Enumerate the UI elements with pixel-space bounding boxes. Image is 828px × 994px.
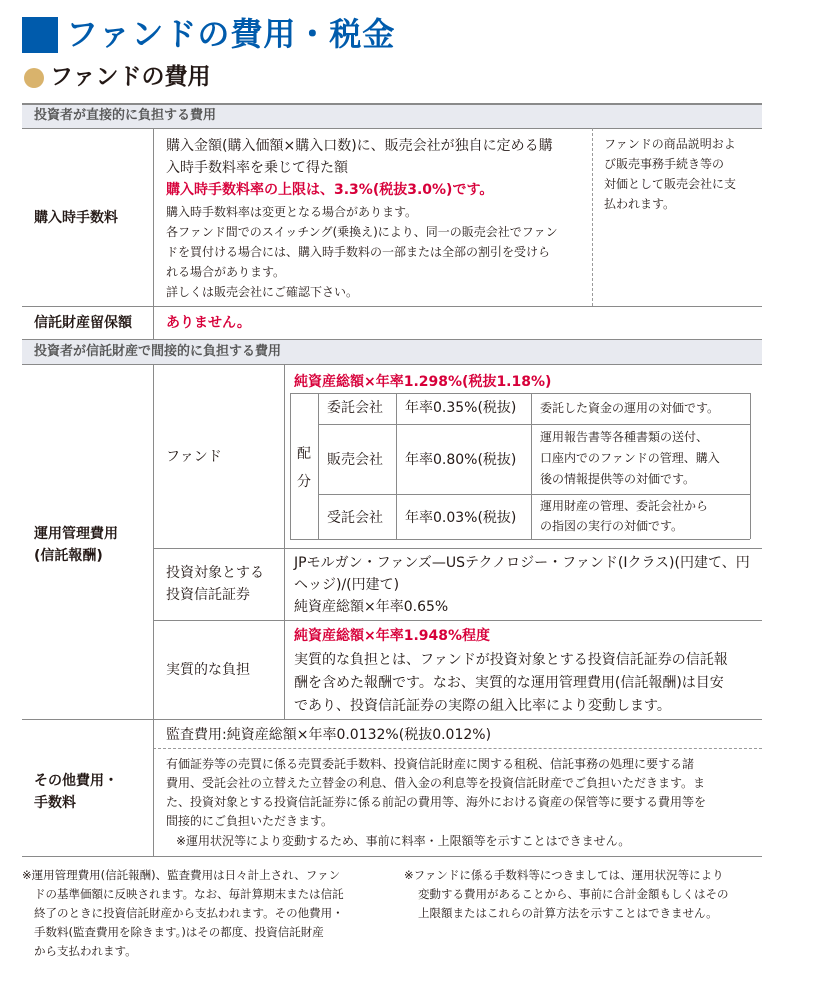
other-fees-text: 有価証券等の売買に係る売買委託手数料、投資信託財産に関する租税、信託事務の処理に要する諸 — [166, 757, 695, 771]
footnote-line: ※ファンドに係る手数料等につきましては、運用状況等により — [404, 868, 724, 882]
alloc-col — [396, 393, 397, 539]
alloc-desc-trustor: 委託した資金の運用の対価です。 — [540, 401, 720, 415]
other-fees-label-sub: 手数料 — [34, 795, 76, 811]
trust-reserve-value: ありません。 — [166, 315, 251, 331]
footnote-line: ドの基準価額に反映されます。なお、毎計算期末または信託 — [34, 887, 344, 901]
alloc-rule — [318, 424, 750, 425]
row-divider — [22, 306, 762, 307]
alloc-col — [290, 393, 291, 539]
footnote-line: 変動する費用があることから、事前に合計金額もしくはその — [418, 887, 729, 901]
row-divider — [22, 339, 762, 340]
alloc-rate-trustee: 年率0.03%(税抜) — [405, 510, 517, 526]
purchase-fee-text: 購入金額(購入価額×購入口数)に、販売会社が独自に定める購 — [166, 138, 553, 154]
page-title: ファンドの費用・税金 — [66, 15, 396, 53]
purchase-fee-note: れる場合があります。 — [166, 265, 286, 279]
target-fund-name: ヘッジ)/(円建て) — [294, 577, 400, 593]
alloc-col — [750, 393, 751, 539]
footnote-right — [404, 866, 729, 923]
alloc-col — [531, 393, 532, 539]
row-divider — [153, 620, 762, 621]
row-divider — [22, 364, 762, 365]
other-fees-text: 間接的にご負担いただきます。 — [166, 814, 334, 828]
purchase-fee-note: 各ファンド間でのスイッチング(乗換え)により、同一の販売会社でファン — [166, 225, 558, 239]
footnote-line: ※運用管理費用(信託報酬)、監査費用は日々計上され、ファン — [22, 868, 341, 882]
other-fees-text: た、投資対象とする投資信託証券に係る前記の費用等、海外における資産の保管等に要する費用等を — [166, 795, 707, 809]
effective-burden-text: であり、投資信託証券の実際の組入比率により変動します。 — [294, 698, 671, 714]
alloc-desc-trustee: の指図の実行の対価です。 — [540, 519, 684, 533]
dashed-divider — [153, 748, 762, 749]
fund-label: ファンド — [166, 449, 222, 465]
purchase-fee-side-note: ファンドの商品説明およ — [604, 137, 736, 151]
target-fund-name: JPモルガン・ファンズ—USテクノロジー・ファンド(Iクラス)(円建て、円 — [294, 555, 750, 571]
other-fees-label: その他費用・ — [34, 773, 118, 789]
trust-reserve-label: 信託財産留保額 — [34, 315, 132, 331]
alloc-rule — [290, 539, 750, 540]
audit-fee: 監査費用:純資産総額×年率0.0132%(税抜0.012%) — [166, 727, 492, 743]
purchase-fee-side-note: 対価として販売会社に支 — [604, 177, 737, 191]
alloc-rate-trustor: 年率0.35%(税抜) — [405, 400, 517, 416]
alloc-rule — [290, 393, 750, 394]
indirect-fee-header: 投資者が信託財産で間接的に負担する費用 — [34, 344, 282, 359]
alloc-desc-trustee: 運用財産の管理、委託会社から — [540, 499, 709, 513]
purchase-fee-text: 入時手数料率を乗じて得た額 — [166, 160, 348, 176]
row-divider — [22, 719, 762, 720]
target-fund-label-sub: 投資信託証券 — [166, 587, 250, 603]
purchase-fee-note: ドを買付ける場合には、購入時手数料の一部または全部の割引を受けら — [166, 245, 551, 259]
section-title: ファンドの費用 — [50, 64, 211, 90]
col-dashed-divider — [592, 128, 593, 306]
fund-total-rate: 純資産総額×年率1.298%(税抜1.18%) — [294, 374, 552, 390]
alloc-desc-distributor: 後の情報提供等の対価です。 — [540, 472, 696, 486]
other-fees-text: 費用、受託会社の立替えた立替金の利息、借入金の利息等を投資信託財産でご負担いただきます。ま — [166, 776, 706, 790]
col-divider — [153, 364, 154, 856]
purchase-fee-side-note: 払われます。 — [604, 197, 676, 211]
purchase-fee-side-note: び販売事務手続き等の — [604, 157, 725, 171]
fee-table — [22, 103, 762, 857]
purchase-fee-max-rate: 購入時手数料率の上限は、3.3%(税抜3.0%)です。 — [166, 182, 494, 198]
col-divider — [153, 128, 154, 306]
alloc-desc-distributor: 運用報告書等各種書類の送付、 — [540, 430, 709, 444]
mgmt-fee-label: 運用管理費用 — [34, 526, 118, 542]
alloc-rate-distributor: 年率0.80%(税抜) — [405, 452, 517, 468]
footnote-line: から支払われます。 — [34, 944, 137, 958]
other-fees-note: ※運用状況等により変動するため、事前に料率・上限額等を示すことはできません。 — [176, 834, 631, 848]
allocation-label: 分 — [297, 474, 311, 490]
purchase-fee-label: 購入時手数料 — [34, 210, 118, 226]
row-divider — [153, 548, 762, 549]
alloc-rule — [318, 494, 750, 495]
effective-burden-label: 実質的な負担 — [166, 662, 250, 678]
alloc-desc-distributor: 口座内でのファンドの管理、購入 — [540, 451, 720, 465]
effective-burden-rate: 純資産総額×年率1.948%程度 — [294, 628, 491, 644]
footnote-line: 上限額またはこれらの計算方法を示すことはできません。 — [418, 906, 718, 920]
table-top-rule — [22, 103, 762, 105]
effective-burden-text: 実質的な負担とは、ファンドが投資対象とする投資信託証券の信託報 — [294, 652, 728, 668]
mgmt-fee-label-sub: (信託報酬) — [34, 548, 103, 564]
table-bottom-rule — [22, 856, 762, 857]
target-fund-label: 投資対象とする — [166, 565, 264, 581]
alloc-name-trustee: 受託会社 — [327, 510, 383, 526]
purchase-fee-note: 詳しくは販売会社にご確認下さい。 — [166, 285, 359, 299]
effective-burden-text: 酬を含めた報酬です。なお、実質的な運用管理費用(信託報酬)は目安 — [294, 675, 724, 691]
title-square-marker — [22, 17, 58, 53]
col-divider — [284, 364, 285, 720]
purchase-fee-note: 購入時手数料率は変更となる場合があります。 — [166, 205, 418, 219]
allocation-label: 配 — [297, 446, 311, 462]
alloc-name-distributor: 販売会社 — [327, 452, 383, 468]
col-divider — [153, 306, 154, 339]
footnote-line: 手数料(監査費用を除きます。)はその都度、投資信託財産 — [34, 925, 324, 939]
direct-fee-header: 投資者が直接的に負担する費用 — [34, 108, 217, 123]
section-bullet-icon — [24, 68, 44, 88]
row-divider — [22, 128, 762, 129]
alloc-col — [318, 393, 319, 539]
footnote-left — [22, 866, 344, 961]
target-fund-rate: 純資産総額×年率0.65% — [294, 599, 449, 615]
alloc-name-trustor: 委託会社 — [327, 400, 383, 416]
footnote-line: 終了のときに投資信託財産から支払われます。その他費用・ — [34, 906, 344, 920]
